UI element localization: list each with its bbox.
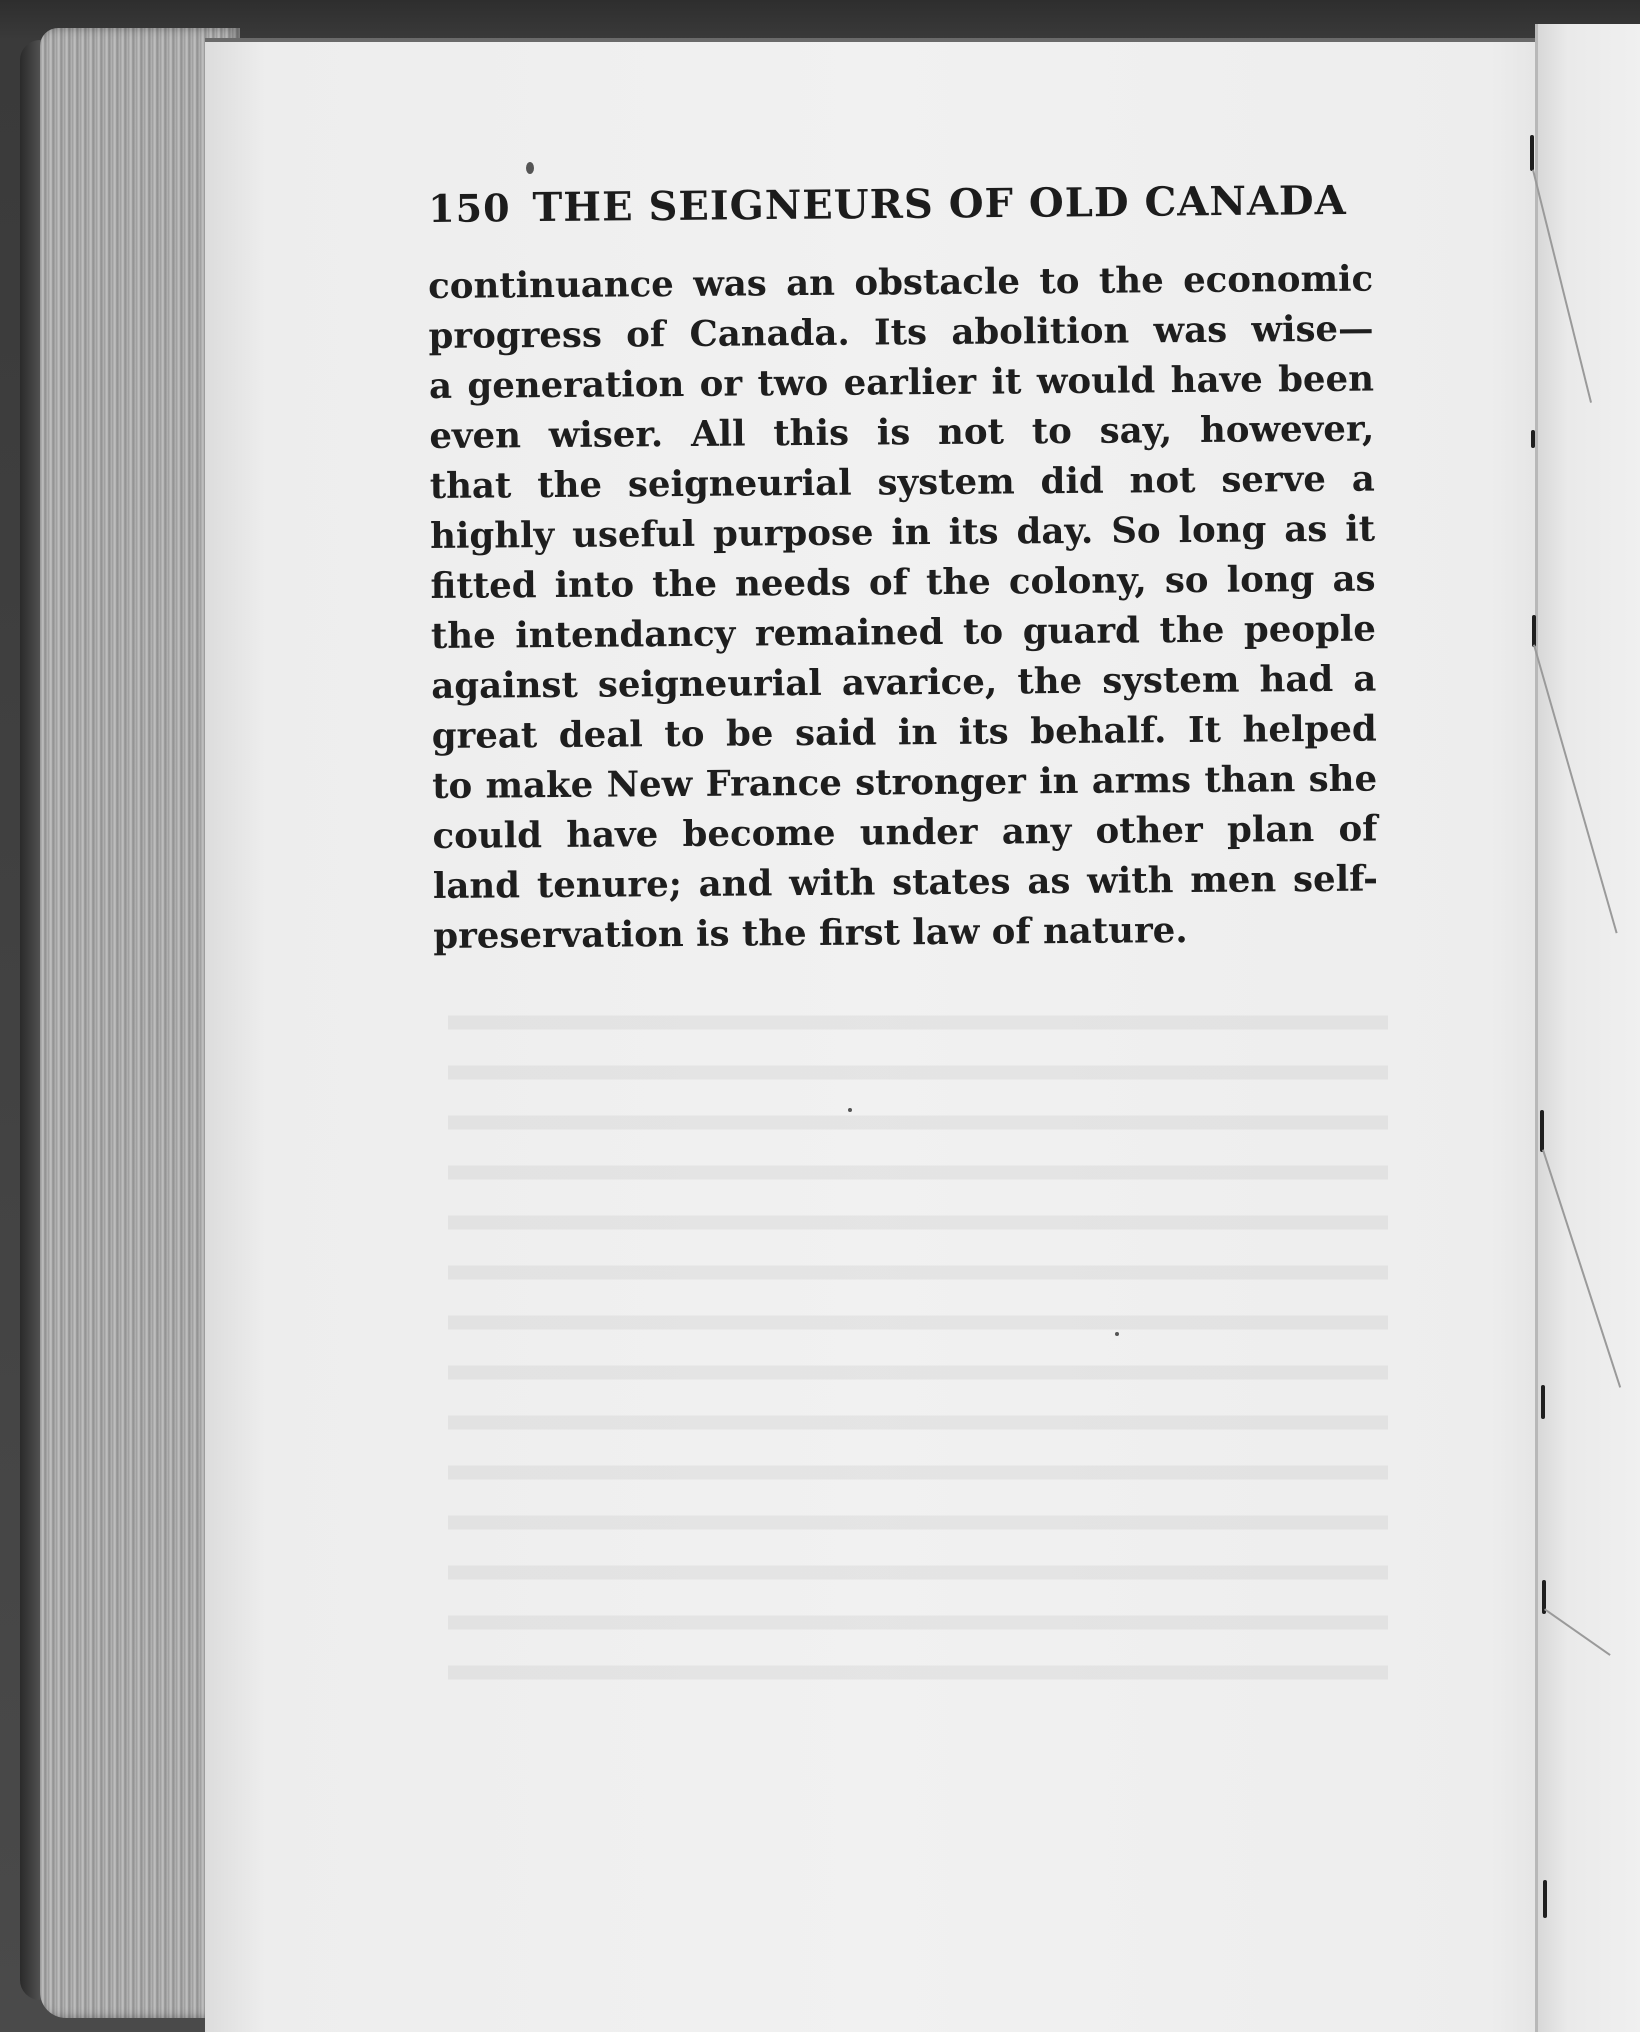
text-line: could have become under any other plan of bbox=[432, 808, 1378, 857]
binding-stitch bbox=[1541, 1385, 1545, 1419]
paper-speck bbox=[848, 1108, 852, 1112]
running-title: THE SEIGNEURS OF OLD CANADA bbox=[532, 176, 1347, 232]
text-line: progress of Canada. Its abolition was wise— bbox=[428, 308, 1374, 357]
text-line: preservation is the first law of nature. bbox=[433, 910, 1188, 957]
running-head bbox=[428, 176, 1347, 245]
text-line: even wiser. All this is not to say, however, bbox=[429, 408, 1375, 457]
paper-speck bbox=[1115, 1332, 1119, 1336]
text-line: that the seigneurial system did not serve a bbox=[429, 458, 1375, 507]
binding-stitch bbox=[1530, 135, 1534, 171]
binding-stitch bbox=[1543, 1880, 1547, 1918]
text-line: continuance was an obstacle to the economic bbox=[428, 258, 1374, 307]
text-line: the intendancy remained to guard the people bbox=[430, 608, 1377, 657]
text-line: land tenure; and with states as with men self- bbox=[432, 858, 1379, 907]
text-line: fitted into the needs of the colony, so long as bbox=[430, 558, 1376, 607]
binding-stitch bbox=[1531, 430, 1535, 448]
show-through-text bbox=[448, 985, 1388, 1685]
binding-stitch bbox=[1532, 615, 1536, 647]
facing-page-edge bbox=[1535, 24, 1640, 2032]
text-line: against seigneurial avarice, the system had a bbox=[431, 658, 1377, 707]
binding-stitch bbox=[1540, 1110, 1544, 1152]
text-line: a generation or two earlier it would have been bbox=[428, 358, 1375, 407]
body-paragraph bbox=[428, 255, 1378, 962]
text-line: great deal to be said in its behalf. It helped bbox=[431, 708, 1377, 757]
text-line: highly useful purpose in its day. So long as it bbox=[429, 508, 1376, 557]
text-line: to make New France stronger in arms than she bbox=[431, 758, 1378, 807]
page-number: 150 bbox=[428, 185, 511, 231]
paper-speck bbox=[526, 162, 534, 174]
